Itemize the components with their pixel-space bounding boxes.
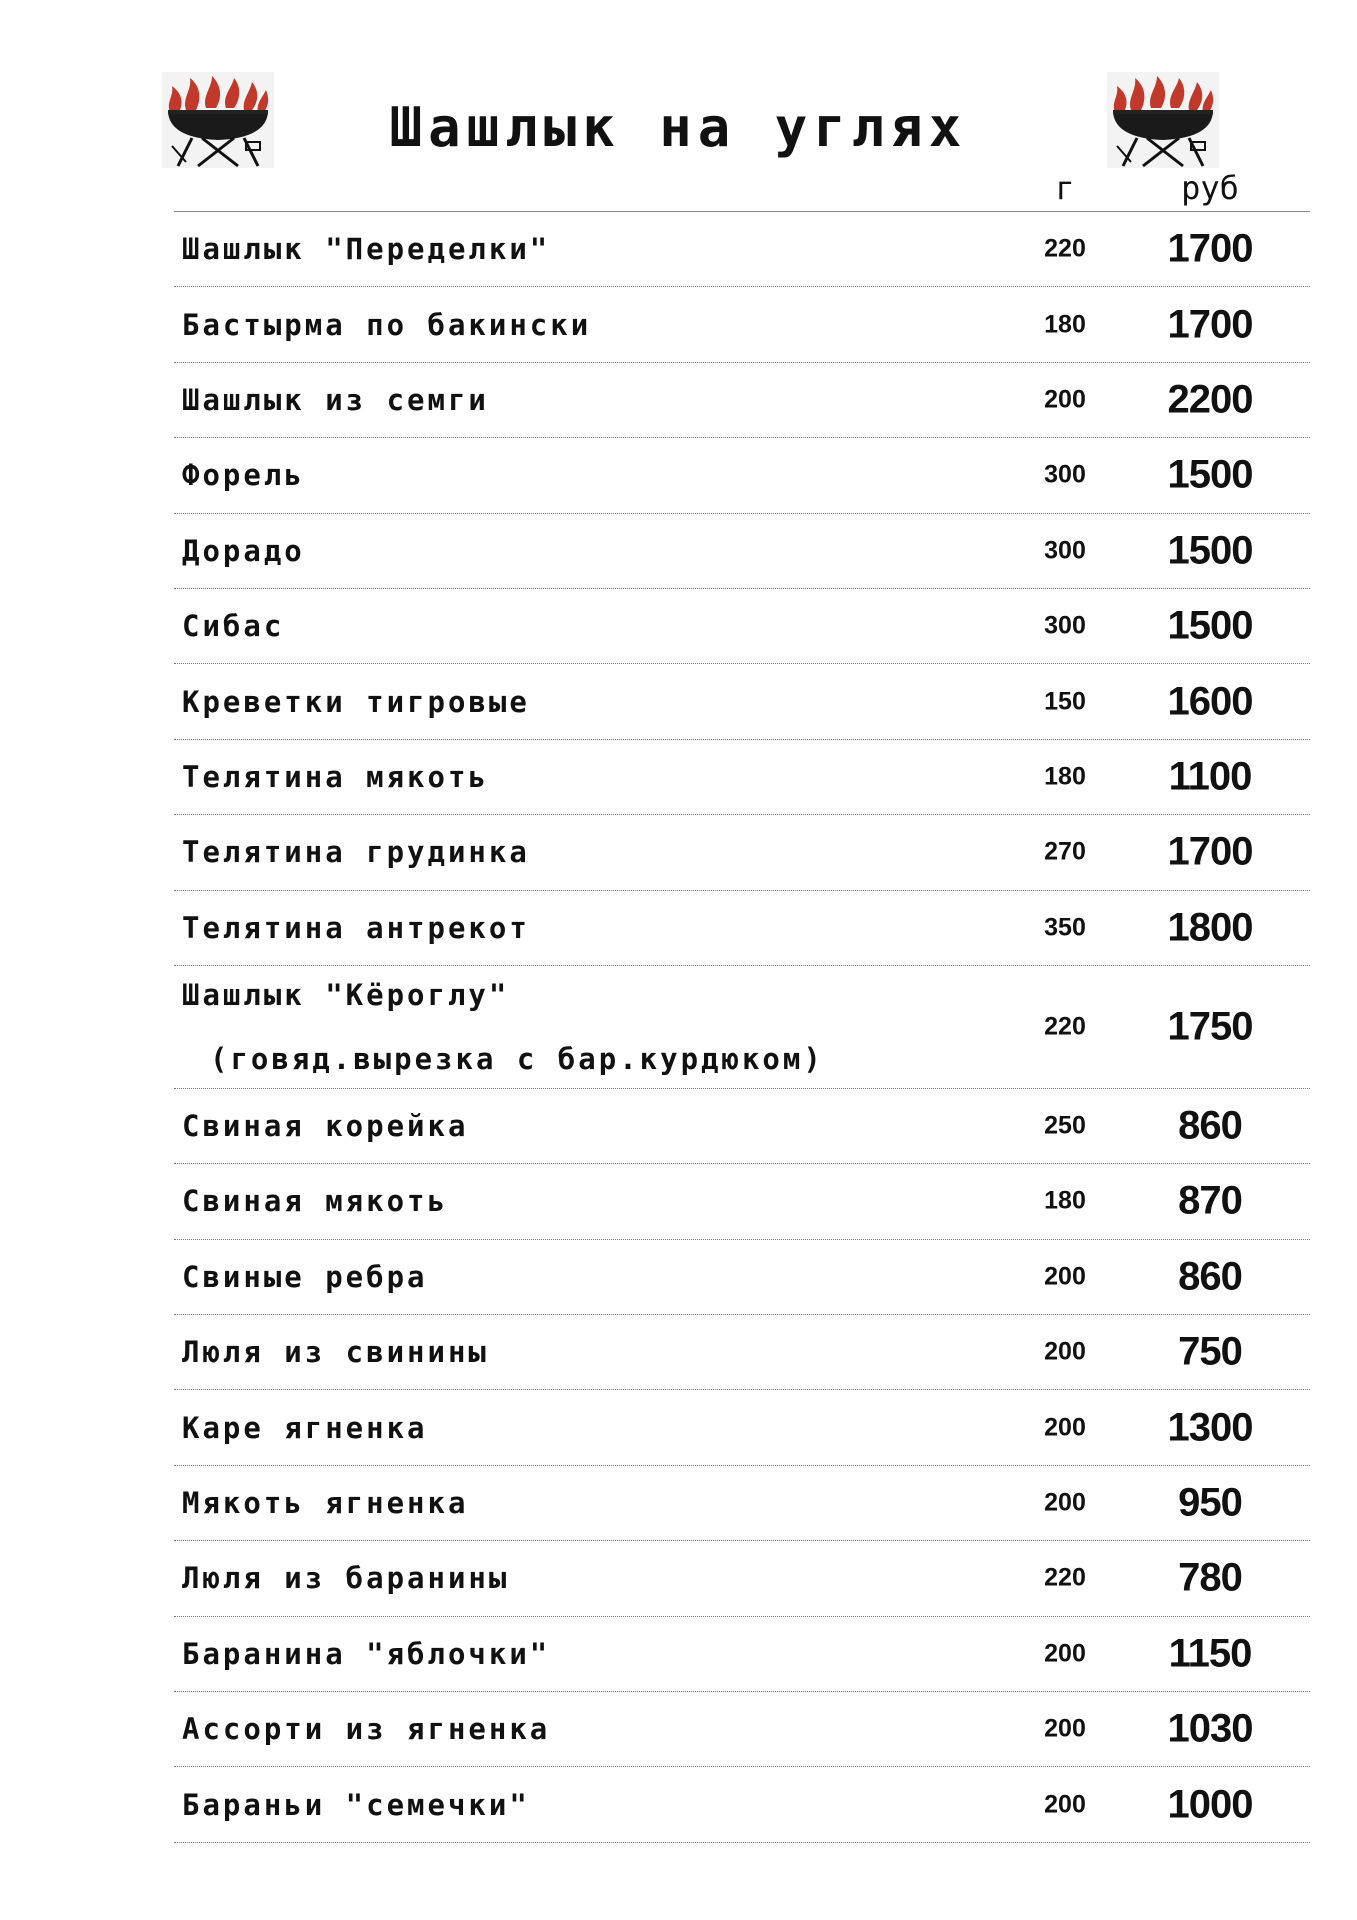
- menu-item: [174, 1240, 1310, 1315]
- menu-item: [174, 966, 1310, 1089]
- menu-item: [174, 664, 1310, 739]
- menu-item-name: [182, 670, 530, 734]
- menu-item-name: [182, 368, 489, 432]
- column-header-price: руб: [1181, 169, 1239, 207]
- menu-item-price: 870: [1178, 1178, 1242, 1223]
- menu-item: [174, 1541, 1310, 1616]
- menu-item-weight: 200: [1044, 1337, 1086, 1366]
- menu-item: [174, 1617, 1310, 1692]
- menu-item-name: [182, 443, 305, 507]
- menu-item-title: Шашлык из семги: [182, 382, 489, 417]
- menu-item-weight: 220: [1044, 1563, 1086, 1592]
- menu-item: [174, 514, 1310, 589]
- grill-icon: [1107, 72, 1219, 168]
- menu-item: [174, 589, 1310, 664]
- grill-icon-left-graphic: [162, 72, 274, 168]
- menu-item-weight: 150: [1044, 687, 1086, 716]
- menu-item-title: Дорадо: [182, 533, 305, 568]
- menu-item: [174, 1767, 1310, 1842]
- menu-item-price: 1150: [1168, 1631, 1252, 1676]
- grill-icon-right-graphic: [1107, 72, 1219, 168]
- menu-item-title: Каре ягненка: [182, 1410, 428, 1445]
- menu-item-weight: 220: [1044, 234, 1086, 263]
- menu-item-title: Баранина "яблочки": [182, 1636, 551, 1671]
- menu-item-weight: 200: [1044, 385, 1086, 414]
- menu-item-price: 1600: [1167, 679, 1253, 724]
- menu-list: [174, 212, 1310, 1843]
- menu-item-weight: 200: [1044, 1488, 1086, 1517]
- menu-item-title: Сибас: [182, 609, 285, 644]
- menu-item-title: Креветки тигровые: [182, 684, 530, 719]
- menu-item: [174, 1164, 1310, 1239]
- menu-item-title: Бастырма по бакински: [182, 307, 592, 342]
- column-header-grams: г: [1055, 169, 1075, 207]
- menu-item: [174, 212, 1310, 287]
- menu-item-price: 1100: [1168, 754, 1252, 799]
- menu-item-weight: 200: [1044, 1714, 1086, 1743]
- menu-item-name: [182, 1773, 530, 1837]
- menu-item-title: Форель: [182, 458, 305, 493]
- menu-item-weight: 350: [1044, 913, 1086, 942]
- menu-item-name: [182, 745, 489, 809]
- menu-item-weight: 200: [1044, 1262, 1086, 1291]
- menu-item-title: Шашлык "Переделки": [182, 232, 551, 267]
- menu-item-weight: 300: [1044, 611, 1086, 640]
- menu-item-price: 1500: [1167, 452, 1253, 497]
- menu-item: [174, 287, 1310, 362]
- menu-item-title: Свиная мякоть: [182, 1184, 448, 1219]
- menu-item-name: [182, 1169, 448, 1233]
- menu-item-name: [182, 1320, 489, 1384]
- menu-item: [174, 740, 1310, 815]
- menu-item: [174, 363, 1310, 438]
- menu-item-title: Люля из свинины: [182, 1335, 489, 1370]
- menu-item: [174, 438, 1310, 513]
- menu-item-weight: 200: [1044, 1790, 1086, 1819]
- menu-item-weight: 270: [1044, 837, 1086, 866]
- menu-item: [174, 891, 1310, 966]
- menu-item: [174, 1390, 1310, 1465]
- menu-item-name: [182, 1471, 468, 1535]
- menu-item-title: Мякоть ягненка: [182, 1486, 469, 1521]
- menu-item-price: 1500: [1167, 528, 1253, 573]
- menu-item-weight: 300: [1044, 536, 1086, 565]
- menu-item-price: 1700: [1167, 302, 1253, 347]
- menu-item-name: [182, 519, 305, 583]
- menu-item-title: Свиная корейка: [182, 1109, 469, 1144]
- menu-item-price: 2200: [1167, 377, 1253, 422]
- menu-item-weight: 300: [1044, 460, 1086, 489]
- menu-item-price: 1030: [1167, 1706, 1253, 1751]
- menu-item-title: Бараньи "семечки": [182, 1787, 530, 1822]
- menu-item-note: (говяд.вырезка с бар.курдюком): [210, 1041, 824, 1076]
- menu-item-name: [182, 293, 591, 357]
- menu-item-title: Люля из баранины: [182, 1561, 510, 1596]
- menu-item-name: [182, 1094, 468, 1158]
- menu-item-price: 860: [1178, 1103, 1242, 1148]
- grill-icon: [162, 72, 274, 168]
- menu-item-weight: 220: [1044, 1012, 1086, 1041]
- menu-item-price: 750: [1178, 1329, 1242, 1374]
- menu-item-weight: 180: [1044, 310, 1086, 339]
- menu-item: [174, 1315, 1310, 1390]
- menu-item: [174, 1466, 1310, 1541]
- menu-item-price: 1700: [1167, 829, 1253, 874]
- menu-item-price: 1750: [1167, 1004, 1253, 1049]
- menu-item-title: Шашлык "Кёроглу": [182, 977, 510, 1012]
- menu-item-price: 950: [1178, 1480, 1242, 1525]
- menu-item-name: [182, 1546, 509, 1610]
- menu-item-name: [182, 1697, 550, 1761]
- menu-item-title: Телятина антрекот: [182, 910, 530, 945]
- menu-item-price: 1000: [1167, 1782, 1253, 1827]
- menu-item-weight: 180: [1044, 1186, 1086, 1215]
- menu-item-name: [182, 1622, 550, 1686]
- menu-item-price: 1800: [1167, 905, 1253, 950]
- menu-item-name: [182, 217, 550, 281]
- menu-item-weight: 200: [1044, 1639, 1086, 1668]
- menu-item: [174, 815, 1310, 890]
- menu-item-price: 1500: [1167, 603, 1253, 648]
- menu-item-name: [182, 820, 530, 884]
- menu-item-price: 1700: [1167, 226, 1253, 271]
- menu-item-title: Ассорти из ягненка: [182, 1712, 551, 1747]
- menu-item: [174, 1692, 1310, 1767]
- menu-item-title: Телятина мякоть: [182, 759, 489, 794]
- menu-item-name: [182, 594, 284, 658]
- menu-item-price: 1300: [1167, 1405, 1253, 1450]
- menu-item-weight: 250: [1044, 1111, 1086, 1140]
- menu-item-price: 860: [1178, 1254, 1242, 1299]
- menu-item-name: [182, 963, 824, 1091]
- menu-item-weight: 200: [1044, 1413, 1086, 1442]
- menu-item-title: Свиные ребра: [182, 1259, 428, 1294]
- menu-item-name: [182, 1396, 428, 1460]
- page-title: Шашлык на углях: [389, 96, 968, 159]
- menu-item-name: [182, 1245, 428, 1309]
- menu-item-title: Телятина грудинка: [182, 835, 530, 870]
- menu-item-name: [182, 896, 530, 960]
- menu-item: [174, 1089, 1310, 1164]
- menu-item-price: 780: [1178, 1555, 1242, 1600]
- menu-item-weight: 180: [1044, 762, 1086, 791]
